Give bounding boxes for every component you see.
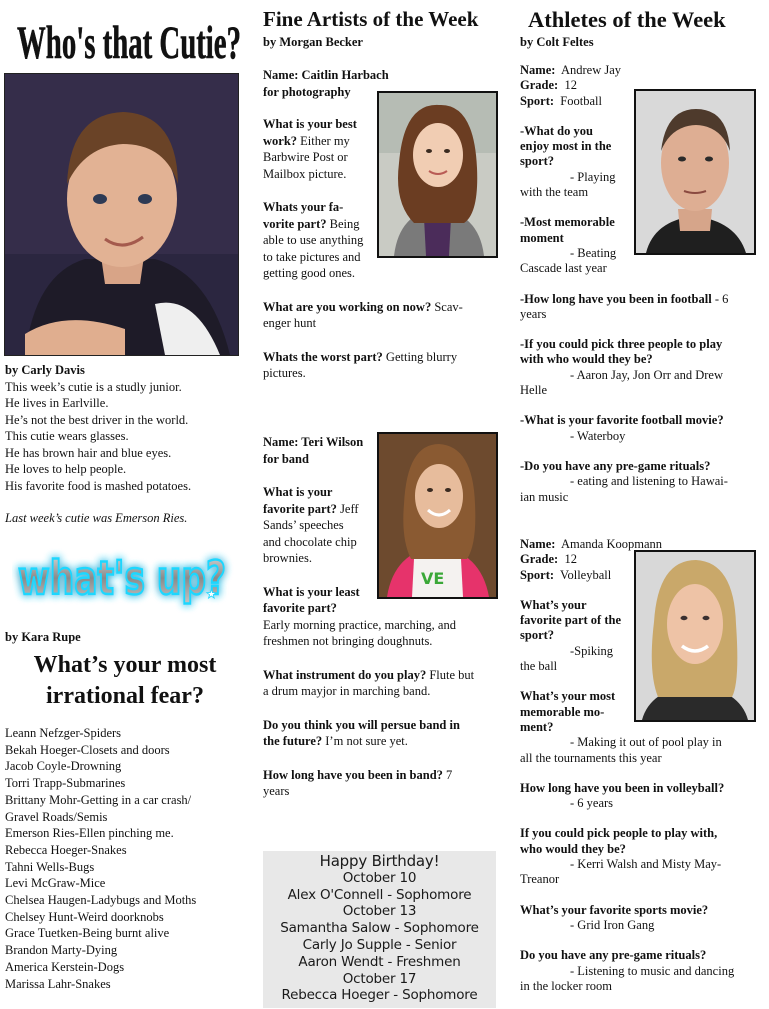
athletes-title: Athletes of the Week	[528, 7, 726, 32]
question: -Do you have any pre-game rituals?	[520, 458, 711, 473]
cutie-line: He loves to help people.	[5, 462, 127, 476]
question: sport?	[520, 154, 555, 169]
answer: Getting blurry	[382, 349, 458, 364]
question: -What do you	[520, 123, 593, 138]
question: favorite part of the	[520, 613, 622, 628]
question: -Most memorable	[520, 215, 615, 230]
question: favorite part?	[263, 601, 337, 615]
answer: Sands’ speeches	[263, 518, 344, 532]
fear-answer: Torri Trapp-Submarines	[5, 776, 126, 791]
question: What’s your most	[520, 689, 616, 704]
answer: Scav-	[431, 299, 463, 314]
whats-up-title: What’s your most	[33, 652, 217, 678]
label: Grade:	[520, 78, 559, 93]
question: Whats your fa-	[263, 200, 344, 214]
caitlin-name: Name: Caitlin Harbach	[263, 68, 389, 82]
birthday-entry: Alex O'Connell - Sophomore	[287, 886, 472, 903]
teri-category: for band	[263, 451, 309, 466]
question: How long have you been in band?	[263, 767, 443, 782]
athletes-byline: by Colt Feltes	[520, 35, 594, 49]
fear-answer: Chelsea Haugen-Ladybugs and Moths	[5, 893, 197, 908]
andrew-name: Andrew Jay	[555, 63, 622, 77]
answer: Mailbox picture.	[263, 166, 347, 181]
birthday-date: October 17	[342, 970, 417, 987]
question: memorable mo-	[520, 704, 605, 719]
fear-answer: Marissa Lahr-Snakes	[5, 976, 111, 991]
question: vorite part?	[263, 216, 327, 231]
caitlin-category: for photography	[263, 84, 351, 99]
answer: Helle	[520, 383, 548, 398]
birthday-title: Happy Birthday!	[319, 852, 440, 870]
question: -If you could pick three people to play	[520, 337, 723, 352]
question: What is your least	[263, 584, 360, 599]
answer: - Playing	[570, 169, 616, 184]
answer: Either my	[297, 133, 350, 148]
whats-up-logo	[12, 540, 234, 620]
amanda-sport: Volleyball	[554, 567, 612, 582]
fear-answer: Gravel Roads/Semis	[5, 809, 108, 824]
question: Whats the worst part?	[263, 349, 383, 364]
answer: Early morning practice, marching, and	[263, 617, 456, 632]
teri-name: Name: Teri Wilson	[263, 435, 364, 449]
answer: freshmen not bringing doughnuts.	[263, 634, 433, 648]
fear-answer: Rebecca Hoeger-Snakes	[5, 842, 127, 857]
label: Name:	[520, 63, 556, 77]
cutie-line: He’s not the best driver in the world.	[5, 412, 189, 427]
question: -How long have you been in football	[520, 291, 712, 306]
question: What is your best	[263, 117, 357, 131]
label: Sport:	[520, 567, 555, 582]
answer: - Listening to music and dancing	[570, 963, 735, 978]
answer: a drum mayjor in marching band.	[263, 684, 431, 698]
answer: Barbwire Post or	[263, 150, 348, 164]
fear-answer: Leann Nefzger-Spiders	[5, 726, 122, 740]
cutie-title	[14, 6, 244, 68]
question: ment?	[520, 719, 554, 734]
answer: Treanor	[520, 872, 560, 887]
answer: - Making it out of pool play in	[570, 735, 722, 750]
cutie-photo	[4, 73, 239, 356]
question: work?	[263, 133, 298, 148]
cutie-byline: by Carly Davis	[5, 363, 85, 377]
question: What is your	[263, 485, 333, 499]
answer: able to use anything	[263, 233, 364, 247]
birthday-date: October 13	[342, 903, 417, 920]
label: Grade:	[520, 552, 559, 567]
whats-up-title: irrational fear?	[46, 683, 204, 709]
question: favorite part?	[263, 501, 337, 516]
question: who would they be?	[520, 841, 626, 856]
answer: all the tournaments this year	[520, 750, 662, 765]
answer: getting good ones.	[263, 266, 356, 280]
answer: with the team	[520, 185, 589, 200]
answer: - Kerri Walsh and Misty May-	[570, 857, 722, 872]
answer: Flute but	[426, 667, 475, 682]
answer: - Grid Iron Gang	[570, 917, 655, 932]
question: sport?	[520, 628, 555, 643]
birthday-date: October 10	[342, 869, 417, 886]
cutie-line: This week’s cutie is a studly junior.	[5, 379, 182, 394]
fear-answer: Brandon Marty-Dying	[5, 943, 118, 958]
answer: the ball	[520, 659, 558, 674]
question: moment	[520, 230, 564, 245]
question: What’s your favorite sports movie?	[520, 902, 709, 917]
svg-text:VE: VE	[421, 569, 445, 588]
answer: years	[263, 784, 290, 798]
svg-text:Who's that Cutie?: Who's that Cutie?	[17, 17, 241, 68]
answer: years	[520, 306, 547, 321]
answer: - eating and listening to Hawai-	[570, 474, 728, 489]
question: How long have you been in volleyball?	[520, 780, 725, 795]
birthday-entry: Samantha Salow - Sophomore	[280, 920, 479, 937]
fear-answer: Emerson Ries-Ellen pinching me.	[5, 826, 174, 841]
fear-answer: Jacob Coyle-Drowning	[5, 759, 122, 774]
andrew-sport: Football	[554, 93, 602, 108]
answer: - 6	[711, 291, 729, 306]
cutie-line: He has brown hair and blue eyes.	[5, 445, 172, 460]
question: What instrument do you play?	[263, 667, 427, 682]
fear-answer: Chelsey Hunt-Weird doorknobs	[5, 909, 164, 924]
cutie-line: His favorite food is mashed potatoes.	[5, 478, 192, 493]
answer: -Spiking	[570, 643, 614, 658]
fear-answer: Tahni Wells-Bugs	[5, 859, 95, 874]
answer: to take pictures and	[263, 249, 361, 264]
answer: enger hunt	[263, 316, 317, 330]
question: -What is your favorite football movie?	[520, 413, 724, 428]
label: Sport:	[520, 93, 555, 108]
fear-answer: America Kerstein-Dogs	[5, 959, 125, 974]
artists-byline: by Morgan Becker	[263, 35, 363, 49]
birthday-box	[263, 851, 496, 1008]
artists-title: Fine Artists of the Week	[263, 7, 479, 31]
andrew-grade: 12	[558, 78, 577, 93]
birthday-entry: Rebecca Hoeger - Sophomore	[281, 987, 478, 1004]
cutie-line: This cutie wears glasses.	[5, 429, 129, 443]
answer: pictures.	[263, 366, 306, 380]
question: enjoy most in the	[520, 139, 612, 154]
birthday-entry: Aaron Wendt - Freshmen	[298, 953, 461, 970]
amanda-grade: 12	[558, 552, 577, 567]
whats-up-byline: by Kara Rupe	[5, 630, 81, 644]
svg-text:★: ★	[206, 587, 217, 601]
fear-answer: Grace Tuetken-Being burnt alive	[5, 926, 170, 941]
answer: Cascade last year	[520, 261, 607, 276]
question: Do you think you will persue band in	[263, 717, 460, 732]
answer: ian music	[520, 489, 569, 504]
answer: brownies.	[263, 551, 312, 565]
question: with who would they be?	[520, 352, 653, 367]
label: Name:	[520, 537, 556, 551]
last-week-cutie: Last week’s cutie was Emerson Ries.	[5, 511, 188, 525]
question: What are you working on now?	[263, 299, 432, 314]
answer: - Beating	[570, 245, 617, 260]
question: Do you have any pre-game rituals?	[520, 948, 707, 963]
fear-answer: Bekah Hoeger-Closets and doors	[5, 742, 170, 757]
birthday-entry: Carly Jo Supple - Senior	[302, 936, 457, 953]
answer: in the locker room	[520, 978, 612, 993]
answer: I’m not sure yet.	[322, 734, 408, 748]
cutie-line: He lives in Earlville.	[5, 396, 109, 410]
answer: - Aaron Jay, Jon Orr and Drew	[570, 367, 723, 382]
amanda-name: Amanda Koopmann	[555, 537, 662, 551]
question: What’s your	[520, 597, 587, 612]
question: If you could pick people to play with,	[520, 826, 718, 841]
answer: Jeff	[336, 501, 359, 516]
svg-text:what's up?: what's up?	[18, 551, 226, 605]
answer: - 6 years	[570, 796, 614, 811]
fear-answer: Brittany Mohr-Getting in a car crash/	[5, 792, 192, 807]
question: the future?	[263, 734, 323, 748]
answer: 7	[442, 767, 453, 782]
answer: - Waterboy	[570, 428, 626, 443]
answer: and chocolate chip	[263, 534, 357, 549]
fear-answer: Levi McGraw-Mice	[5, 876, 106, 891]
answer: Being	[326, 216, 360, 231]
